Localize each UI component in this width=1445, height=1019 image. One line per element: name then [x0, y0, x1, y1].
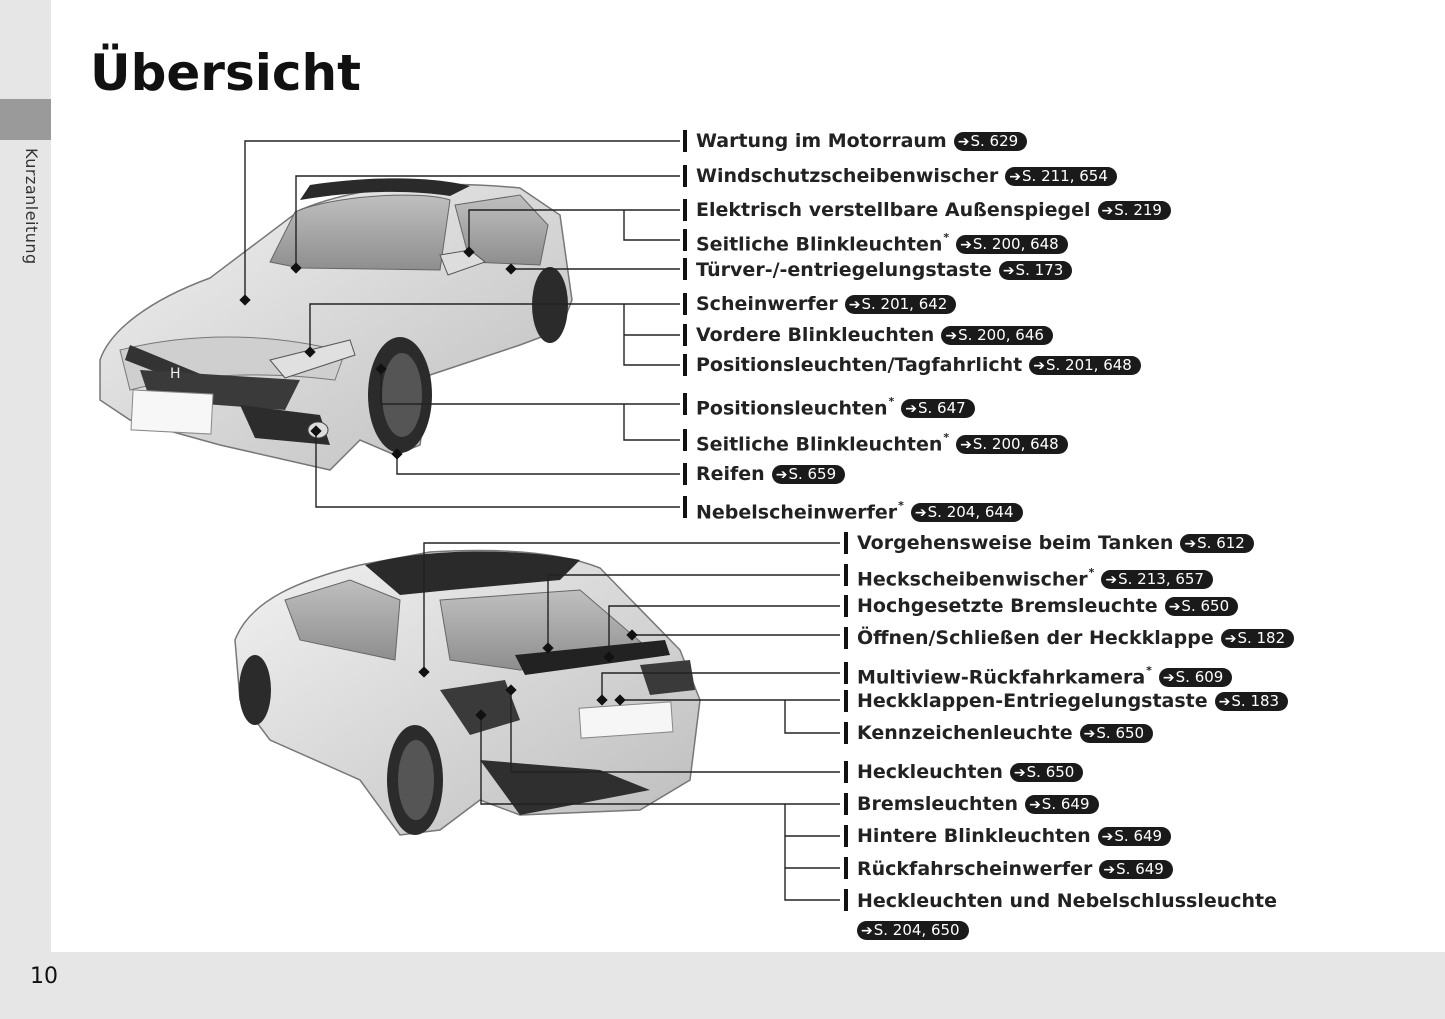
arrow-right-icon: ➔ [905, 401, 917, 418]
arrow-right-icon: ➔ [945, 328, 958, 344]
page-ref-badge[interactable]: ➔S. 204, 650 [857, 921, 969, 940]
arrow-right-icon: ➔ [1033, 358, 1045, 374]
arrow-right-icon: ➔ [1083, 726, 1096, 742]
arrow-right-icon: ➔ [1105, 572, 1118, 589]
front-car-illustration [100, 178, 572, 470]
arrow-right-icon: ➔ [960, 237, 972, 254]
rear-car-illustration [235, 551, 700, 835]
page-ref-badge[interactable]: ➔S. 612 [1180, 534, 1253, 553]
label-wartung-motorraum: Wartung im Motorraum ➔S. 629 [696, 129, 1027, 153]
arrow-right-icon: ➔ [861, 923, 873, 939]
svg-text:H: H [170, 366, 181, 382]
arrow-right-icon: ➔ [1013, 765, 1026, 781]
page-ref-badge[interactable]: ➔S. 649 [1098, 827, 1171, 846]
arrow-right-icon: ➔ [775, 467, 788, 483]
page-ref-badge[interactable]: ➔S. 200, 648 [956, 235, 1068, 254]
label-seitliche-blinkleuchten-kotfluegel: Seitliche Blinkleuchten* ➔S. 200, 648 [696, 428, 1068, 456]
page-ref-badge[interactable]: ➔S. 649 [1025, 795, 1098, 814]
label-heckklappen-entriegelung: Heckklappen-Entriegelungstaste ➔S. 183 [857, 689, 1288, 713]
arrow-right-icon: ➔ [1009, 169, 1022, 185]
page-ref-badge[interactable]: ➔S. 647 [901, 399, 974, 418]
label-heckklappe: Öffnen/Schließen der Heckklappe ➔S. 182 [857, 626, 1294, 650]
page-ref-badge[interactable]: ➔S. 182 [1221, 629, 1294, 648]
page-ref-badge[interactable]: ➔S. 650 [1165, 597, 1238, 616]
page-ref-badge[interactable]: ➔S. 650 [1080, 724, 1153, 743]
arrow-right-icon: ➔ [1184, 536, 1197, 552]
label-tuerentriegelung: Türver-/-entriegelungstaste ➔S. 173 [696, 258, 1072, 282]
arrow-right-icon: ➔ [1101, 829, 1114, 845]
label-aussenspiegel: Elektrisch verstellbare Außenspiegel ➔S. 219 [696, 198, 1171, 222]
arrow-right-icon: ➔ [1168, 599, 1181, 615]
label-heckleuchten: Heckleuchten ➔S. 650 [857, 760, 1083, 784]
label-vordere-blinkleuchten: Vordere Blinkleuchten ➔S. 200, 646 [696, 323, 1053, 347]
label-kennzeichenleuchte: Kennzeichenleuchte ➔S. 650 [857, 721, 1153, 745]
page-ref-badge[interactable]: ➔S. 219 [1098, 201, 1171, 220]
arrow-right-icon: ➔ [848, 297, 861, 313]
page-ref-badge[interactable]: ➔S. 650 [1010, 763, 1083, 782]
label-tanken: Vorgehensweise beim Tanken ➔S. 612 [857, 531, 1254, 555]
arrow-right-icon: ➔ [1103, 862, 1116, 878]
page-ref-badge[interactable]: ➔S. 183 [1215, 692, 1288, 711]
page-ref-badge[interactable]: ➔S. 211, 654 [1005, 167, 1117, 186]
page-ref-badge[interactable]: ➔S. 649 [1099, 860, 1172, 879]
label-positionsleuchten-tagfahrlicht: Positionsleuchten/Tagfahrlicht ➔S. 201, 648 [696, 353, 1141, 377]
label-heckscheibenwischer: Heckscheibenwischer* ➔S. 213, 657 [857, 563, 1213, 591]
arrow-right-icon: ➔ [957, 134, 970, 150]
label-rueckfahrkamera: Multiview-Rückfahrkamera* ➔S. 609 [857, 661, 1232, 689]
page-title: Übersicht [90, 44, 361, 102]
arrow-right-icon: ➔ [1101, 203, 1114, 219]
label-hochgesetzte-bremsleuchte: Hochgesetzte Bremsleuchte ➔S. 650 [857, 594, 1238, 618]
page-ref-badge[interactable]: ➔S. 659 [772, 465, 845, 484]
label-heckleuchten-nebelschlussleuchte: Heckleuchten und Nebelschlussleuchte [857, 890, 1278, 912]
page-ref-badge[interactable]: ➔S. 609 [1159, 668, 1232, 687]
label-rueckfahrscheinwerfer: Rückfahrscheinwerfer ➔S. 649 [857, 857, 1173, 881]
arrow-right-icon: ➔ [1029, 797, 1041, 813]
label-bremsleuchten: Bremsleuchten ➔S. 649 [857, 792, 1099, 816]
label-heckleuchten-nebelschlussleuchte-ref [850, 918, 969, 942]
page-ref-badge[interactable]: ➔S. 213, 657 [1101, 570, 1213, 589]
page-ref-badge[interactable]: ➔S. 201, 648 [1029, 356, 1141, 375]
label-scheinwerfer: Scheinwerfer ➔S. 201, 642 [696, 292, 956, 316]
page-ref-badge[interactable]: ➔S. 204, 644 [911, 503, 1023, 522]
arrow-right-icon: ➔ [1218, 694, 1231, 710]
page-ref-badge[interactable]: ➔S. 200, 648 [956, 435, 1068, 454]
label-nebelscheinwerfer: Nebelscheinwerfer* ➔S. 204, 644 [696, 496, 1023, 524]
arrow-right-icon: ➔ [1162, 670, 1175, 687]
arrow-right-icon: ➔ [914, 505, 927, 522]
label-seitliche-blinkleuchten-spiegel: Seitliche Blinkleuchten* ➔S. 200, 648 [696, 228, 1068, 256]
page-number: 10 [30, 964, 58, 989]
page-ref-badge[interactable]: ➔S. 173 [999, 261, 1072, 280]
arrow-right-icon: ➔ [960, 437, 972, 454]
label-reifen: Reifen ➔S. 659 [696, 462, 845, 486]
arrow-right-icon: ➔ [1002, 263, 1015, 279]
page-ref-badge[interactable]: ➔S. 629 [954, 132, 1027, 151]
section-tab-label: Kurzanleitung [22, 148, 41, 265]
arrow-right-icon: ➔ [1224, 631, 1237, 647]
label-hintere-blinkleuchten: Hintere Blinkleuchten ➔S. 649 [857, 824, 1171, 848]
page-ref-badge[interactable]: ➔S. 201, 642 [845, 295, 957, 314]
page-ref-badge[interactable]: ➔S. 200, 646 [941, 326, 1053, 345]
label-positionsleuchten: Positionsleuchten* ➔S. 647 [696, 392, 975, 420]
label-windschutzscheibenwischer: Windschutzscheibenwischer ➔S. 211, 654 [696, 164, 1117, 188]
